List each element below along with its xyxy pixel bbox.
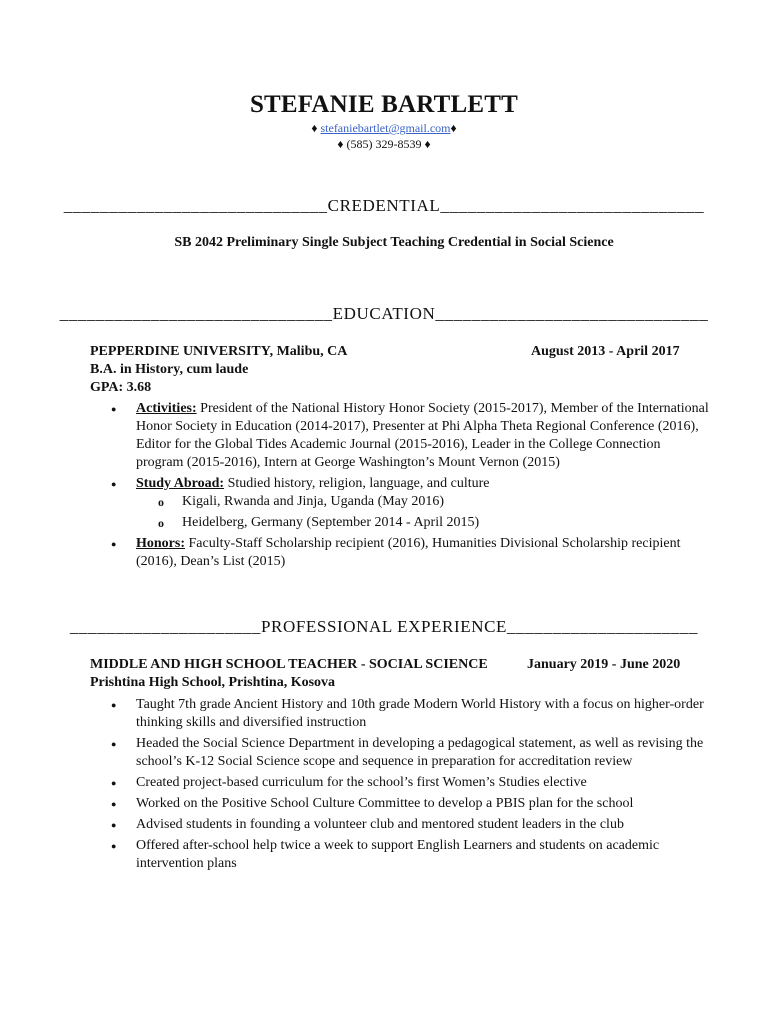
education-dates: August 2013 - April 2017 [531, 344, 680, 359]
job-dates: January 2019 - June 2020 [527, 657, 681, 672]
bullet-text: Taught 7th grade Ancient History and 10th grade Modern World History with a focus on higher-order thinking skills and diversified instruction [136, 697, 704, 730]
credential-heading: _____________________________CREDENTIAL_____________________________ [63, 196, 705, 215]
bullet-text: Advised students in founding a volunteer club and mentored student leaders in the club [136, 817, 624, 832]
diamond-icon: ♦ [311, 121, 318, 135]
education-heading: ______________________________EDUCATION______________________________ [59, 304, 709, 323]
diamond-icon: ♦ [450, 121, 457, 135]
study-location: Heidelberg, Germany (September 2014 - April 2015) [182, 515, 480, 530]
education-block [90, 343, 709, 574]
study-abroad-list [90, 493, 710, 532]
bullet-icon: ● [111, 778, 117, 788]
list-item [90, 535, 710, 571]
list-item [90, 837, 715, 873]
bullet-icon: ● [111, 479, 117, 489]
bullet-icon: ● [111, 820, 117, 830]
resume-name: STEFANIE BARTLETT [249, 91, 519, 118]
list-item [90, 400, 710, 472]
bullet-icon: ● [111, 404, 117, 414]
bullet-icon: ● [111, 739, 117, 749]
email-link[interactable]: stefaniebartlet@gmail.com [320, 121, 451, 135]
list-item [90, 493, 710, 511]
activities-label: Activities: [136, 401, 197, 416]
honors-text: Faculty-Staff Scholarship recipient (2016), Humanities Divisional Scholarship recipient (2016), Dean’s List (2015) [136, 536, 681, 569]
experience-heading: _____________________PROFESSIONAL EXPERIENCE_____________________ [69, 617, 699, 636]
education-bullets [90, 400, 710, 571]
circle-bullet-icon: o [158, 495, 164, 509]
study-location: Kigali, Rwanda and Jinja, Uganda (May 2016) [182, 494, 445, 509]
email-line [0, 121, 768, 136]
bullet-icon: ● [111, 539, 117, 549]
activities-text: President of the National History Honor Society (2015-2017), Member of the International Honor Society in Education (2014-2017), Presenter at Phi Alpha Theta Regional Conference (2016), Editor for the Global Tides Academic Journal (2015-2016), Leader in the College Connection program (2015-2016), Intern at George Washington’s Mount Vernon (2015) [136, 401, 709, 470]
list-item [90, 696, 715, 732]
credential-text: SB 2042 Preliminary Single Subject Teaching Credential in Social Science [174, 235, 614, 250]
list-item [90, 514, 710, 532]
job-organization: Prishtina High School, Prishtina, Kosova [90, 675, 336, 690]
phone-line [0, 137, 768, 152]
diamond-icon: ♦ [337, 137, 344, 151]
list-item [90, 735, 715, 771]
experience-block [90, 656, 715, 876]
honors-label: Honors: [136, 536, 185, 551]
list-item [90, 795, 715, 813]
bullet-text: Worked on the Positive School Culture Committee to develop a PBIS plan for the school [136, 796, 634, 811]
job-title: MIDDLE AND HIGH SCHOOL TEACHER - SOCIAL SCIENCE [90, 657, 488, 672]
diamond-icon: ♦ [424, 137, 431, 151]
study-abroad-label: Study Abroad: [136, 476, 225, 491]
experience-bullets [90, 696, 715, 873]
bullet-text: Headed the Social Science Department in developing a pedagogical statement, as well as revising the school’s K-12 Social Science scope and sequence in preparation for accreditation review [136, 736, 704, 769]
bullet-text: Created project-based curriculum for the school’s first Women’s Studies elective [136, 775, 587, 790]
bullet-icon: ● [111, 799, 117, 809]
list-item [90, 816, 715, 834]
bullet-icon: ● [111, 841, 117, 851]
circle-bullet-icon: o [158, 516, 164, 530]
school-name: PEPPERDINE UNIVERSITY, Malibu, CA [90, 344, 348, 359]
gpa: GPA: 3.68 [90, 380, 152, 395]
study-abroad-text: Studied history, religion, language, and culture [224, 476, 490, 491]
list-item [90, 475, 710, 532]
phone-number: (585) 329-8539 [346, 137, 422, 151]
degree: B.A. in History, cum laude [90, 362, 249, 377]
list-item [90, 774, 715, 792]
bullet-text: Offered after-school help twice a week to support English Learners and students on academic intervention plans [136, 838, 660, 871]
bullet-icon: ● [111, 700, 117, 710]
